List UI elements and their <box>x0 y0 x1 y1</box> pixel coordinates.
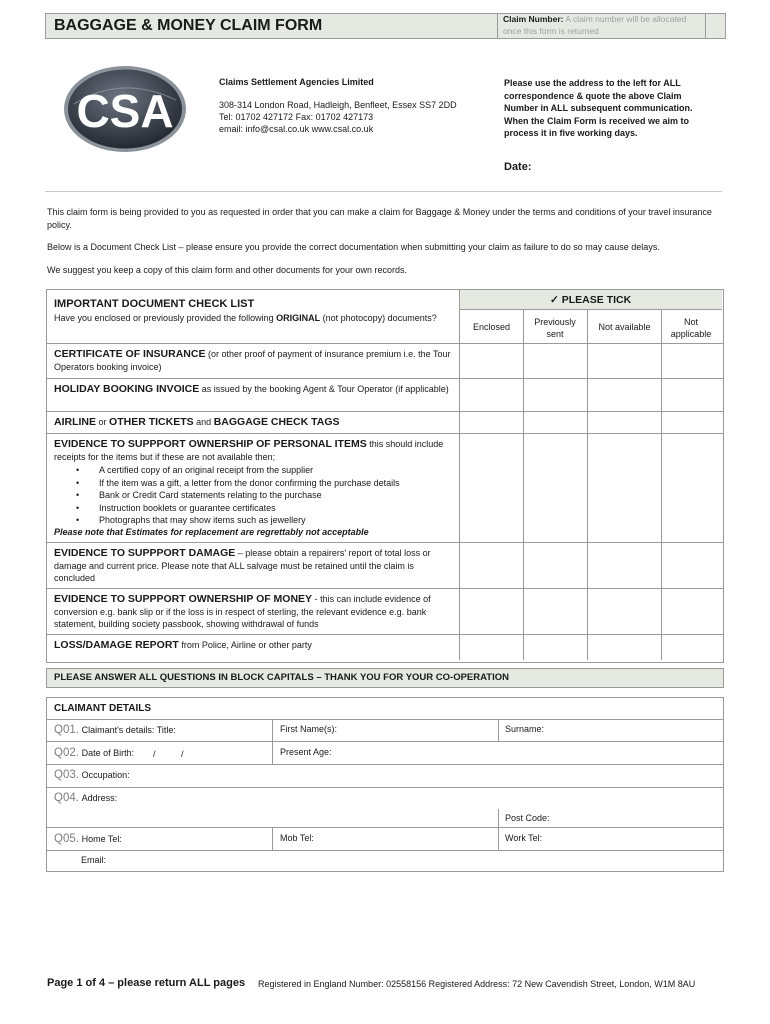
row-holiday-invoice: HOLIDAY BOOKING INVOICE as issued by the booking Agent & Tour Operator (if applicable) <box>54 383 449 395</box>
tick-box[interactable] <box>662 589 722 634</box>
estimates-note: Please note that Estimates for replacement are regrettably not acceptable <box>54 527 369 537</box>
intro-paragraph-3: We suggest you keep a copy of this claim form and other documents for your own records. <box>47 265 408 275</box>
list-item: • Photographs that may show items such as jewellery <box>46 514 456 527</box>
tick-box[interactable] <box>588 379 661 411</box>
home-tel-field[interactable]: Q05. Home Tel: <box>54 833 122 845</box>
checkmark-icon: ✓ <box>550 294 559 306</box>
post-code-field[interactable]: Post Code: <box>505 813 550 823</box>
list-item: • Bank or Credit Card statements relating to the purchase <box>46 489 456 502</box>
mob-tel-field[interactable]: Mob Tel: <box>280 833 314 843</box>
tick-box[interactable] <box>460 635 523 660</box>
date-label[interactable]: Date: <box>504 161 532 173</box>
tick-box[interactable] <box>588 434 661 542</box>
separator-line <box>45 191 722 192</box>
header-divider <box>497 13 498 38</box>
col-not-available: Not available <box>598 322 651 332</box>
address-field[interactable]: Q04. Address: <box>54 792 118 804</box>
company-name: Claims Settlement Agencies Limited <box>219 77 374 87</box>
tick-box[interactable] <box>460 379 523 411</box>
logo-text: CSA <box>76 85 174 137</box>
tick-box[interactable] <box>460 589 523 634</box>
first-names-field[interactable]: First Name(s): <box>280 724 337 734</box>
tick-box[interactable] <box>460 543 523 588</box>
company-address: 308-314 London Road, Hadleigh, Benfleet, Essex SS7 2DD <box>219 100 457 110</box>
tick-box[interactable] <box>662 379 722 411</box>
registered-info: Registered in England Number: 02558156 Registered Address: 72 New Cavendish Street, London, W1M 8AU <box>258 979 696 989</box>
tick-box[interactable] <box>588 589 661 634</box>
please-tick-label: ✓ PLEASE TICK <box>550 294 632 306</box>
tick-box[interactable] <box>662 344 722 378</box>
tick-box[interactable] <box>588 412 661 433</box>
tick-box[interactable] <box>460 412 523 433</box>
ownership-bullet-list <box>46 464 456 527</box>
company-tel-fax: Tel: 01702 427172 Fax: 01702 427173 <box>219 112 374 122</box>
tick-box[interactable] <box>524 344 587 378</box>
dob-separator-2: / <box>181 749 184 759</box>
list-item: • Instruction booklets or guarantee certificates <box>46 502 456 515</box>
col-not-applicable: Not applicable <box>670 317 712 339</box>
tick-box[interactable] <box>524 379 587 411</box>
tick-box[interactable] <box>662 412 722 433</box>
company-email-web: email: info@csal.co.uk www.csal.co.uk <box>219 124 374 134</box>
page-number: Page 1 of 4 – please return ALL pages <box>47 977 246 989</box>
col-previously-sent: Previously sent <box>534 317 576 339</box>
claim-vline-3 <box>498 809 499 850</box>
tick-box[interactable] <box>662 635 722 660</box>
claim-vline-2 <box>498 719 499 741</box>
tick-box[interactable] <box>524 434 587 542</box>
intro-paragraph-2: Below is a Document Check List – please ensure you provide the correct documentation when submitting your claim as failure to do so may cause delays. <box>47 242 660 252</box>
tick-box[interactable] <box>662 543 722 588</box>
present-age-field[interactable]: Present Age: <box>280 747 332 757</box>
claim-line-2 <box>46 741 723 742</box>
correspondence-notice: Please use the address to the left for ALL correspondence & quote the above Claim Number in ALL subsequent communication. When the Claim Form is received we aim to process it in five working days. <box>504 78 693 138</box>
tick-box[interactable] <box>588 543 661 588</box>
claim-number-note: A claim number will be allocated once this form is returned <box>503 14 687 36</box>
block-capitals-text: PLEASE ANSWER ALL QUESTIONS IN BLOCK CAPITALS – THANK YOU FOR YOUR CO-OPERATION <box>54 672 509 683</box>
dob-separator-1: / <box>153 749 156 759</box>
work-tel-field[interactable]: Work Tel: <box>505 833 543 843</box>
tick-box[interactable] <box>662 434 722 542</box>
row-evidence-damage: EVIDENCE TO SUPPPORT DAMAGE – please obtain a repairers' report of total loss or damage and current price. Please note that ALL salvage must be retained until the claim is concluded <box>54 547 431 583</box>
col-enclosed: Enclosed <box>472 322 511 332</box>
form-title: BAGGAGE & MONEY CLAIM FORM <box>54 17 323 34</box>
row-evidence-money: EVIDENCE TO SUPPPORT OWNERSHIP OF MONEY - this can include evidence of conversion e.g. bank slip or if the loss is in respect of sterling, the relevant evidence e.g. bank statement, building society passbook, showing withdrawal of funds <box>54 593 431 629</box>
tick-box[interactable] <box>588 344 661 378</box>
header-divider-2 <box>705 13 706 38</box>
row-airline-tickets: AIRLINE or OTHER TICKETS and BAGGAGE CHECK TAGS <box>54 416 340 428</box>
claim-number-label: Claim Number: <box>503 14 564 24</box>
checklist-title: IMPORTANT DOCUMENT CHECK LIST <box>54 298 255 310</box>
claim-number-field[interactable] <box>503 14 703 37</box>
checklist-subtitle: Have you enclosed or previously provided the following ORIGINAL (not photocopy) documents? <box>54 313 437 323</box>
list-item: • If the item was a gift, a letter from the donor confirming the purchase details <box>46 477 456 490</box>
row-loss-report: LOSS/DAMAGE REPORT from Police, Airline or other party <box>54 639 312 651</box>
tick-box[interactable] <box>524 412 587 433</box>
tick-box[interactable] <box>524 635 587 660</box>
email-field[interactable]: Email: <box>81 855 107 865</box>
tick-box[interactable] <box>588 635 661 660</box>
row-certificate-insurance: CERTIFICATE OF INSURANCE (or other proof of payment of insurance premium i.e. the Tour Operators booking invoice) <box>54 348 451 372</box>
claim-line-5 <box>46 827 723 828</box>
csa-logo <box>62 64 188 154</box>
intro-paragraph-1: This claim form is being provided to you as requested in order that you can make a claim for Baggage & Money under the terms and conditions of your travel insurance policy. <box>47 207 712 230</box>
list-item: • A certified copy of an original receipt from the supplier <box>46 464 456 477</box>
claim-vline-4 <box>272 827 273 850</box>
claim-vline-1 <box>272 719 273 764</box>
claim-line-4 <box>46 787 723 788</box>
tick-box[interactable] <box>460 344 523 378</box>
tick-box[interactable] <box>460 434 523 542</box>
tick-box[interactable] <box>524 543 587 588</box>
claim-line-6 <box>46 850 723 851</box>
claimant-title: CLAIMANT DETAILS <box>54 703 152 714</box>
claim-line-1 <box>46 719 723 720</box>
title-field[interactable]: Q01. Claimant's details: Title: <box>54 724 176 736</box>
surname-field[interactable]: Surname: <box>505 724 545 734</box>
date-of-birth-field[interactable]: Q02. Date of Birth: <box>54 747 135 759</box>
row-ownership-items: EVIDENCE TO SUPPPORT OWNERSHIP OF PERSONAL ITEMS this should include receipts for the items but if these are not available then; <box>54 438 444 462</box>
tick-box[interactable] <box>524 589 587 634</box>
claim-line-3 <box>46 764 723 765</box>
occupation-field[interactable]: Q03. Occupation: <box>54 769 130 781</box>
